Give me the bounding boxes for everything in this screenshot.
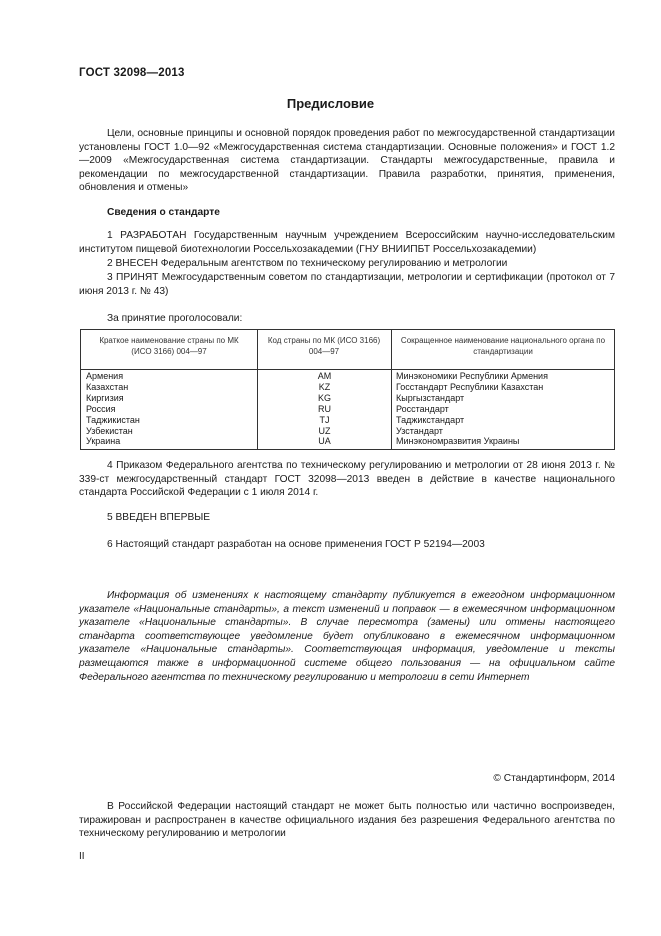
table-cell-code: UZ — [318, 425, 331, 436]
item-6-basis: 6 Настоящий стандарт разработан на основе применения ГОСТ Р 52194—2003 — [107, 539, 485, 550]
table-divider — [391, 330, 392, 449]
table-cell-code: UA — [318, 436, 331, 447]
table-cell-body: Госстандарт Республики Казахстан — [396, 381, 544, 392]
table-header-code: Код страны по МК (ИСО 3166) 004—97 — [267, 336, 381, 356]
table-cell-country: Таджикистан — [86, 414, 140, 425]
voting-table — [80, 329, 615, 450]
table-cell-code: RU — [318, 403, 331, 414]
table-cell-code: AM — [317, 371, 332, 381]
legal-notice: В Российской Федерации настоящий стандарт не может быть полностью или частично воспроизведен, тиражирован и распространен в качестве официального издания без разрешения Федерального агентства по техническому регулированию и метрологии — [79, 801, 615, 840]
table-cell-body: Узстандарт — [396, 425, 443, 436]
table-cell-code: KZ — [318, 381, 331, 392]
voted-label: За принятие проголосовали: — [107, 313, 243, 324]
item-1-developed: 1 РАЗРАБОТАН Государственным научным учреждением Всероссийским научно-исследовательским институтом пищевой биотехнологии Россельхозакадемии (ГНУ ВНИИПБТ Россельхозакадемии) — [79, 230, 615, 255]
section-title: Сведения о стандарте — [107, 207, 220, 218]
country-column — [86, 371, 140, 447]
item-5-first-time: 5 ВВЕДЕН ВПЕРВЫЕ — [107, 512, 211, 523]
table-cell-code: TJ — [319, 414, 330, 425]
table-cell-country: Киргизия — [86, 392, 124, 403]
code-column — [258, 371, 391, 447]
table-cell-country: Узбекистан — [86, 425, 133, 436]
table-header-divider — [81, 369, 614, 370]
table-cell-code: KG — [317, 392, 331, 403]
table-header-body: Сокращенное наименование национального органа по стандартизации — [400, 336, 606, 356]
intro-paragraph: Цели, основные принципы и основной порядок проведения работ по межгосударственной стандартизации установлены ГОСТ 1.0—92 «Межгосударственная система стандартизации. Основные положения» и ГОСТ 1.2—2009 «Межгосударственная система стандартизации. Стандарты межгосударственные, правила и рекомендации по межгосударственной стандартизации. Правила разработки, принятия, применения, обновления и отмены» — [79, 128, 615, 194]
table-cell-body: Росстандарт — [396, 403, 449, 414]
table-header-country: Краткое наименование страны по МК (ИСО 3166) 004—97 — [99, 336, 239, 356]
table-cell-country: Казахстан — [86, 381, 129, 392]
changes-notice: Информация об изменениях к настоящему стандарту публикуется в ежегодном информационном указателе «Национальные стандарты», а текст изменений и поправок — в ежемесячном информационном указателе «Национальные стандарты». В случае пересмотра (замены) или отмены настоящего стандарта соответствующее уведомление будет опубликовано в ежемесячном информационном указателе «Национальные стандарты». Соответствующая информация, уведомление и тексты размещаются также в информационной системе общего пользования — на официальном сайте Федерального агентства по техническому регулированию и метрологии в сети Интернет — [79, 590, 615, 683]
table-cell-body: Таджикстандарт — [396, 414, 465, 425]
table-cell-country: Украина — [86, 436, 121, 447]
table-cell-country: Армения — [86, 371, 124, 381]
document-code: ГОСТ 32098—2013 — [79, 67, 185, 79]
table-cell-country: Россия — [86, 403, 116, 414]
table-cell-body: Кыргызстандарт — [396, 392, 465, 403]
item-2-introduced: 2 ВНЕСЕН Федеральным агентством по техническому регулированию и метрологии — [107, 258, 508, 269]
body-column — [396, 371, 548, 447]
table-cell-body: Минэкономразвития Украины — [396, 436, 520, 447]
table-cell-body: Минэкономики Республики Армения — [396, 371, 548, 381]
page-title: Предисловие — [286, 96, 375, 111]
item-4-order: 4 Приказом Федерального агентства по техническому регулированию и метрологии от 28 июня 2013 г. № 339-ст межгосударственный стандарт ГОСТ 32098—2013 введен в действие в качестве национального стандарта Российской Федерации с 1 июля 2014 г. — [79, 460, 615, 499]
item-3-adopted: 3 ПРИНЯТ Межгосударственным советом по стандартизации, метрологии и сертификации (протокол от 7 июня 2013 г. № 43) — [79, 272, 615, 297]
page-number: II — [79, 851, 85, 862]
copyright: © Стандартинформ, 2014 — [493, 773, 615, 784]
